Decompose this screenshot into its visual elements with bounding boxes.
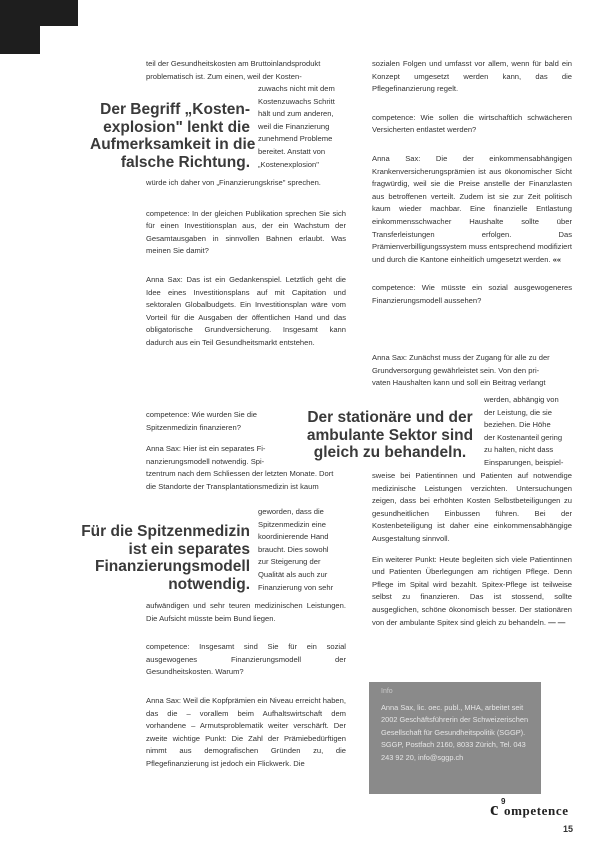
text-line: Qualität als auch zur (258, 569, 328, 579)
text-line: der Kostenanteil gering (484, 432, 563, 442)
text-line: braucht. Dies sowohl (258, 544, 329, 554)
text-line: werden, abhängig von (484, 395, 559, 404)
answer-text: Anna Sax: Die der einkommensabhängigen Krankenversicherungsprämien ist aus ökonomischer Sicht fragwürdig, weil sie die Preise anstelle der Finanzlasten aus betroffenen verteilt. Zudem ist sie zur Zeit politisch kaum wieder machbar. Eine finanzielle Entlastung einkommensschwacher Haushalte sollte über Transferleistungen erfolgen. Das Prämienverbilligungssystem muss entsprechend modifiziert und durch die Kantone einheitlich umgesetzt werden. (372, 153, 572, 264)
text-line: tzentrum nach dem Schliessen der letzten Monate. Dort (146, 469, 334, 479)
paragraph-text: Ein weiterer Punkt: Heute begleiten sich viele Patientinnen und Patienten Überlegungen am richtigen Pflege. Denn Pflege im Spital wird bezahlt. Spitex-Pflege ist teilweise selbst zu finanzieren. Das ist stossend, sollte ausgeglichen, schöne ökonomisch besser. Der stationären von der ambulante Spitex sind gleich zu behandeln. (372, 554, 572, 627)
paragraph: aufwändigen und sehr teuren medizinischen Leistungen. Die Aufsicht müsste beim Bund liegen. (146, 601, 346, 623)
interview-question: competence: In der gleichen Publikation sprechen Sie sich für einen Investitionsplan aus, der ein Wachstum der Gesamtausgaben in sinnvollen Bahnen erlaubt. Was meinen Sie damit? (146, 208, 346, 256)
col1-body-upper (146, 177, 346, 360)
interview-question: competence: Wie sollen die wirtschaftlich schwächeren Versicherten entlastet werden? (372, 112, 572, 135)
interview-answer (372, 153, 572, 266)
paragraph: würde ich daher von „Finanzierungskrise" sprechen. (146, 178, 321, 187)
pull-quote-line: Der stationäre und der (307, 409, 473, 426)
text-line: vaten Haushalten kann und soll ein Beitrag verlangt (372, 378, 546, 388)
pull-quote-line: Für die Spitzenmedizin (81, 523, 250, 540)
pull-quote-line: Der Begriff „Kosten- (100, 101, 250, 118)
interview-answer: Anna Sax: Das ist ein Gedankenspiel. Letztlich geht die Idee eines Investitionsplans auf mit Capitation und sektoralen Globalbudgets. Ein Investitionsplan wäre vom Vorteil für die Ausgaben der öffentlichen Hand und das obligatorische Grundversicherung. Insgesamt kann dadurch aus ein Teil Gesundheitsmarkt entstehen. (146, 274, 346, 347)
logo-word: ompetence (504, 803, 569, 818)
col1-answer-wrap-lines (258, 506, 350, 594)
pull-quote-kostenexplosion (90, 101, 256, 171)
col2-answer-full-lines (372, 352, 572, 390)
text-line: Kostenzuwachs Schritt (258, 96, 335, 106)
pull-quote-line: Finanzierungsmodell (94, 558, 250, 575)
text-line: der Leistung, die sie (484, 407, 552, 417)
paragraph: sweise bei Patientinnen und Patienten auf notwendige medizinische Leistungen verzichten. Untersuchungen zeigen, dass bei erhöhten Kosten Selbstbeteiligungen zu gesundheitlichen Einbussen führen. Bei der Kostenbeteiligung ist daher eine einkommensabhängige Ausgestaltung sinnvoll. (372, 471, 572, 543)
interview-answer: Anna Sax: Weil die Kopfprämien ein Niveau erreicht haben, das die – vorallem beim Aufhaltswirtschaft dem vorhandene – Armutsproblematik weiter verschärft. Der zweite wichtige Punkt: Die Zahl der Prämiebedürftigen nimmt aus demografischen Gründen zu, die Pflegefinanzierung ist jedoch ein Flickwerk. Die (146, 695, 346, 768)
pull-quote-line: notwendig. (168, 575, 250, 593)
pull-quote-spitzenmedizin (70, 523, 250, 593)
pull-quote-line: gleich zu behandeln. (313, 444, 467, 461)
pull-quote-sektoren (300, 409, 480, 462)
info-box-tag: Info (381, 688, 393, 695)
text-line: weil die Finanzierung (258, 121, 330, 131)
text-line: nanzierungsmodell notwendig. Spi- (146, 456, 265, 466)
text-line: zunehmend Probleme (258, 134, 333, 144)
text-line: bereitet. Anstatt von (258, 146, 326, 156)
page-number: 15 (563, 824, 574, 834)
text-line: geworden, dass die (258, 507, 324, 516)
competence-logo (490, 797, 590, 820)
interview-question: competence: Insgesamt sind Sie für ein sozial ausgewogenes Finanzierungsmodell der Gesundheitskosten. Warum? (146, 642, 346, 677)
text-line: Spitzenmedizin finanzieren? (146, 422, 241, 432)
pull-quote-line: ambulante Sektor sind (306, 426, 474, 444)
pull-quote-line: falsche Richtung. (120, 153, 250, 171)
text-line: Grundversorgung gewährleistet sein. Von den pri- (372, 365, 540, 375)
text-line: zur Steigerung der (258, 557, 321, 567)
text-line: competence: Wie wurden Sie die (146, 410, 258, 419)
logo-initial: c (490, 799, 499, 820)
text-line: Finanzierung von sehr (258, 582, 334, 592)
pull-quote-line: explosion" lenkt die (103, 118, 250, 136)
paragraph (372, 554, 572, 630)
text-line: hält und zum anderen, (258, 109, 334, 119)
author-info-box (369, 682, 541, 794)
text-line: beziehen. Die Höhe (484, 420, 551, 430)
text-line: Anna Sax: Hier ist ein separates Fi- (146, 444, 266, 453)
corner-mark-horizontal (0, 0, 78, 26)
col1-intro-full-lines (146, 58, 346, 83)
paragraph-end-mark: «« (552, 254, 562, 264)
col1-body-lower (146, 600, 346, 781)
text-line: zuwachs nicht mit dem (258, 84, 335, 93)
article-end-mark: — — (548, 617, 566, 627)
logo-superscript: 9 (501, 797, 506, 806)
col2-answer-wrap-lines (484, 394, 576, 470)
interview-question: competence: Wie müsste ein sozial ausgewogeneres Finanzierungsmodell aussehen? (372, 283, 572, 305)
text-line: problematisch ist. Zum einen, weil der Kosten- (146, 71, 302, 81)
paragraph: sozialen Folgen und umfasst vor allem, wenn für bald ein Konzept umgesetzt werden kann, das die Pflegefinanzierung regelt. (372, 59, 572, 94)
text-line: zu halten, nicht dass (484, 445, 554, 455)
text-line: „Kostenexplosion" (258, 159, 319, 169)
col2-body-upper (372, 58, 572, 318)
text-line: Einsparungen, beispiel- (484, 457, 564, 467)
col1-question-spitzenmedizin (146, 409, 296, 434)
col1-intro-wrap-lines (258, 83, 350, 171)
pull-quote-line: Aufmerksamkeit in die (90, 136, 256, 153)
pull-quote-line: ist ein separates (128, 540, 250, 558)
text-line: Spitzenmedizin eine (258, 519, 326, 529)
col2-body-lower (372, 470, 572, 639)
text-line: Anna Sax: Zunächst muss der Zugang für alle zu der (372, 353, 550, 362)
text-line: die Standorte der Transplantationsmedizin ist kaum (146, 481, 319, 491)
text-line: teil der Gesundheitskosten am Bruttoinlandsprodukt (146, 59, 321, 68)
info-box-text: Anna Sax, lic. oec. publ., MHA, arbeitet seit 2002 Geschäftsführerin der Schweizerischen Gesellschaft für Gesundheitspolitik (SGGP). SGGP, Postfach 2160, 8033 Zürich, Tel. 043 243 92 20, info@sggp.ch (381, 703, 529, 762)
text-line: koordinierende Hand (258, 532, 329, 542)
